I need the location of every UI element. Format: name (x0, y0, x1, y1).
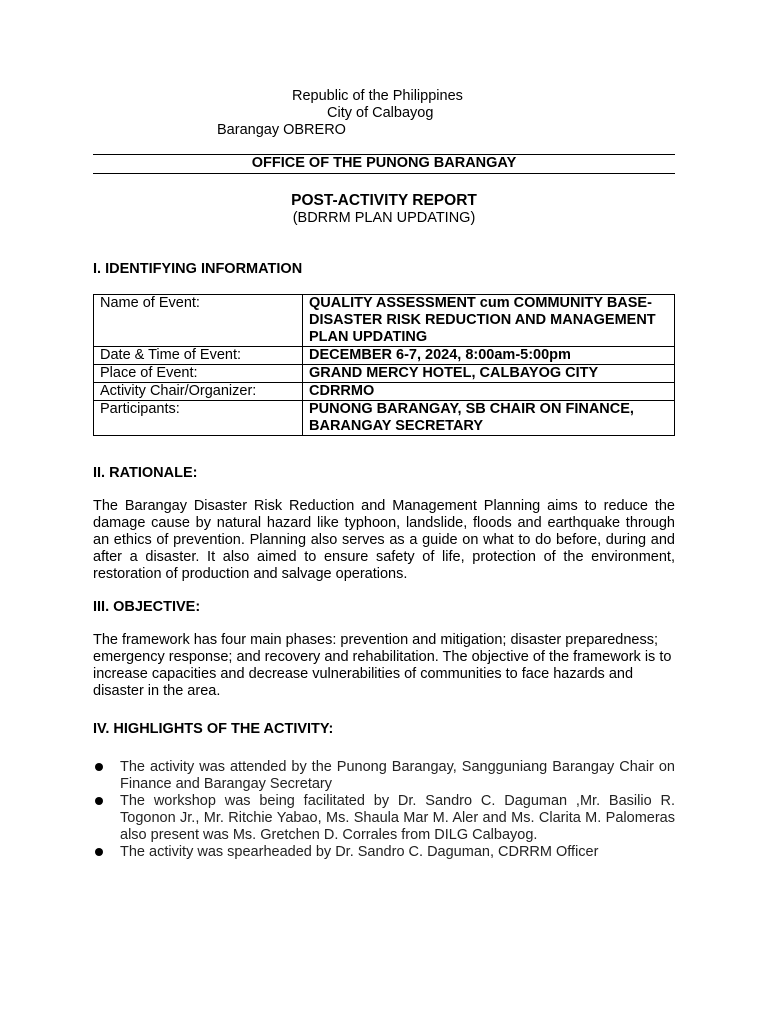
table-row (94, 383, 675, 401)
row-label: Name of Event: (94, 295, 303, 347)
objective-text: The framework has four main phases: prevention and mitigation; disaster preparedness; emergency response; and recovery and rehabilitation. The objective of the framework is to increase capacities and decrease vulnerabilities of communities to face hazards and disaster in the area. (93, 632, 672, 699)
table-row (94, 295, 675, 347)
bullet-icon (95, 763, 103, 771)
list-item (93, 844, 675, 861)
list-item-text: The workshop was being facilitated by Dr. Sandro C. Daguman ,Mr. Basilio R. Togonon Jr., Mr. Ritchie Yabao, Ms. Shaula Mar M. Aler and Ms. Clarita M. Palomeras also present was Ms. Gretchen D. Corrales from DILG Calbayog. (120, 793, 675, 843)
row-value: CDRRMO (303, 383, 675, 401)
rationale-text: The Barangay Disaster Risk Reduction and Management Planning aims to reduce the damage cause by natural hazard like typhoon, landslide, floods and earthquake through an ethics of prevention. Planning also serves as a guide on what to do before, during and after a disaster. It also aimed to ensure safety of life, protection of the environment, restoration of production and salvage operations. (93, 498, 675, 582)
section-rationale-heading: II. RATIONALE: (93, 465, 198, 481)
bottom-rule (93, 173, 675, 174)
section-identifying-heading: I. IDENTIFYING INFORMATION (93, 261, 303, 277)
office-title: OFFICE OF THE PUNONG BARANGAY (251, 155, 517, 171)
header-barangay: Barangay OBRERO (217, 122, 346, 138)
table-row (94, 347, 675, 365)
bullet-icon (95, 797, 103, 805)
row-value: PUNONG BARANGAY, SB CHAIR ON FINANCE, BARANGAY SECRETARY (303, 401, 675, 436)
row-value: QUALITY ASSESSMENT cum COMMUNITY BASE-DISASTER RISK REDUCTION AND MANAGEMENT PLAN UPDATING (303, 295, 675, 347)
section-objective-heading: III. OBJECTIVE: (93, 599, 201, 615)
report-subtitle: (BDRRM PLAN UPDATING) (292, 210, 476, 226)
row-label: Place of Event: (94, 365, 303, 383)
list-item-text: The activity was spearheaded by Dr. Sandro C. Daguman, CDRRM Officer (120, 844, 599, 860)
identifying-table (93, 294, 675, 436)
list-item (93, 759, 675, 793)
header-city: City of Calbayog (327, 105, 434, 121)
row-label: Date & Time of Event: (94, 347, 303, 365)
header-republic: Republic of the Philippines (292, 88, 463, 104)
table-row (94, 365, 675, 383)
bullet-icon (95, 848, 103, 856)
row-value: DECEMBER 6-7, 2024, 8:00am-5:00pm (303, 347, 675, 365)
section-highlights-heading: IV. HIGHLIGHTS OF THE ACTIVITY: (93, 721, 334, 737)
list-item-text: The activity was attended by the Punong Barangay, Sangguniang Barangay Chair on Finance and Barangay Secretary (120, 759, 675, 792)
table-row (94, 401, 675, 436)
row-label: Activity Chair/Organizer: (94, 383, 303, 401)
report-title: POST-ACTIVITY REPORT (291, 192, 477, 209)
highlights-list (93, 759, 675, 861)
row-value: GRAND MERCY HOTEL, CALBAYOG CITY (303, 365, 675, 383)
list-item (93, 793, 675, 844)
row-label: Participants: (94, 401, 303, 436)
